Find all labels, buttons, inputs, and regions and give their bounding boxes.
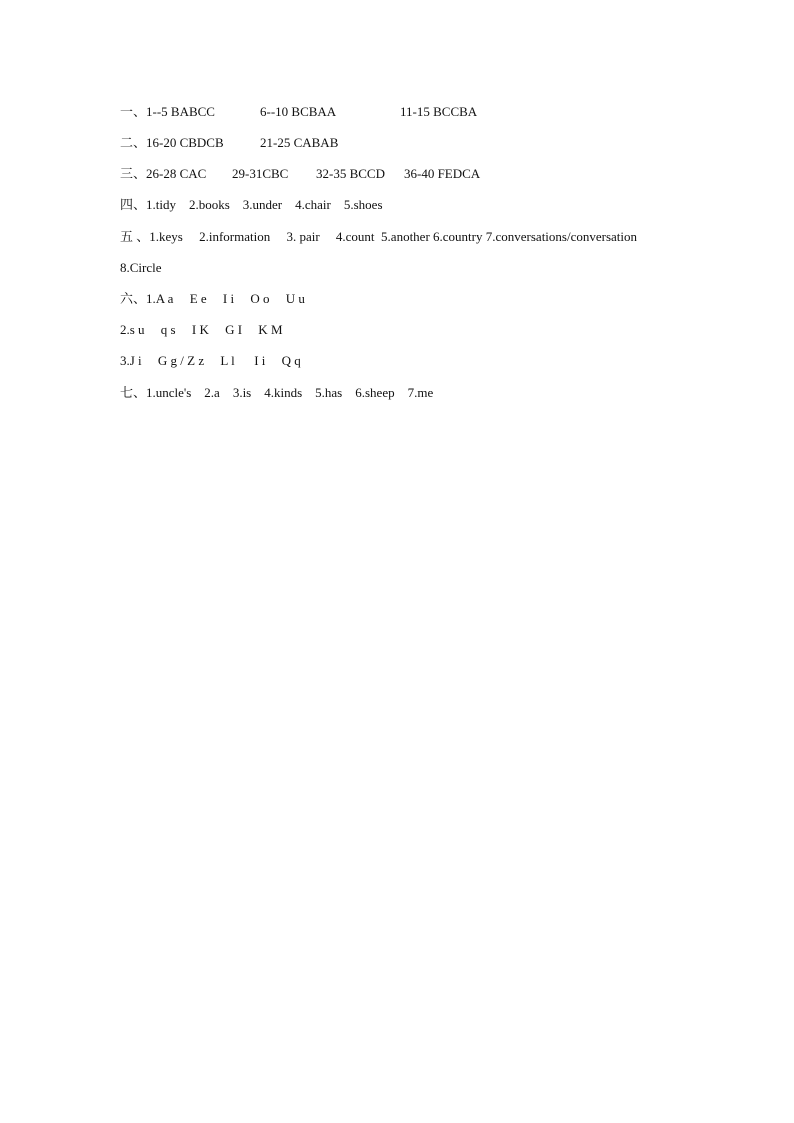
answer-line-section-6-2: 2.s u q s I K G I K M <box>120 322 283 337</box>
answer-line-section-6-1: 六、1.A a E e I i O o U u <box>120 291 305 306</box>
section-2-q21-25: 21-25 CABAB <box>260 135 339 150</box>
section-3-q36-40: 36-40 FEDCA <box>404 166 481 181</box>
answer-line-section-6-3: 3.J i G g / Z z L l I i Q q <box>120 353 301 368</box>
answer-line-section-1 <box>120 102 478 122</box>
answer-line-section-7: 七、1.uncle's 2.a 3.is 4.kinds 5.has 6.sheep 7.me <box>120 385 434 400</box>
answer-line-section-2 <box>120 133 339 153</box>
section-3-q29-31: 29-31CBC <box>232 166 289 181</box>
answer-line-section-4: 四、1.tidy 2.books 3.under 4.chair 5.shoes <box>120 197 383 212</box>
answer-line-section-5: 五 、1.keys 2.information 3. pair 4.count 5.another 6.country 7.conversations/conversation <box>120 229 638 244</box>
section-3-q26-28: 三、26-28 CAC <box>120 166 207 181</box>
answer-line-section-5-cont: 8.Circle <box>120 260 162 275</box>
answer-line-section-3 <box>120 164 481 184</box>
section-2-q16-20: 二、16-20 CBDCB <box>120 135 224 150</box>
section-1-q11-15: 11-15 BCCBA <box>400 104 478 119</box>
section-1-q6-10: 6--10 BCBAA <box>260 104 337 119</box>
section-3-q32-35: 32-35 BCCD <box>316 166 385 181</box>
section-1-q1-5: 一、1--5 BABCC <box>120 104 215 119</box>
